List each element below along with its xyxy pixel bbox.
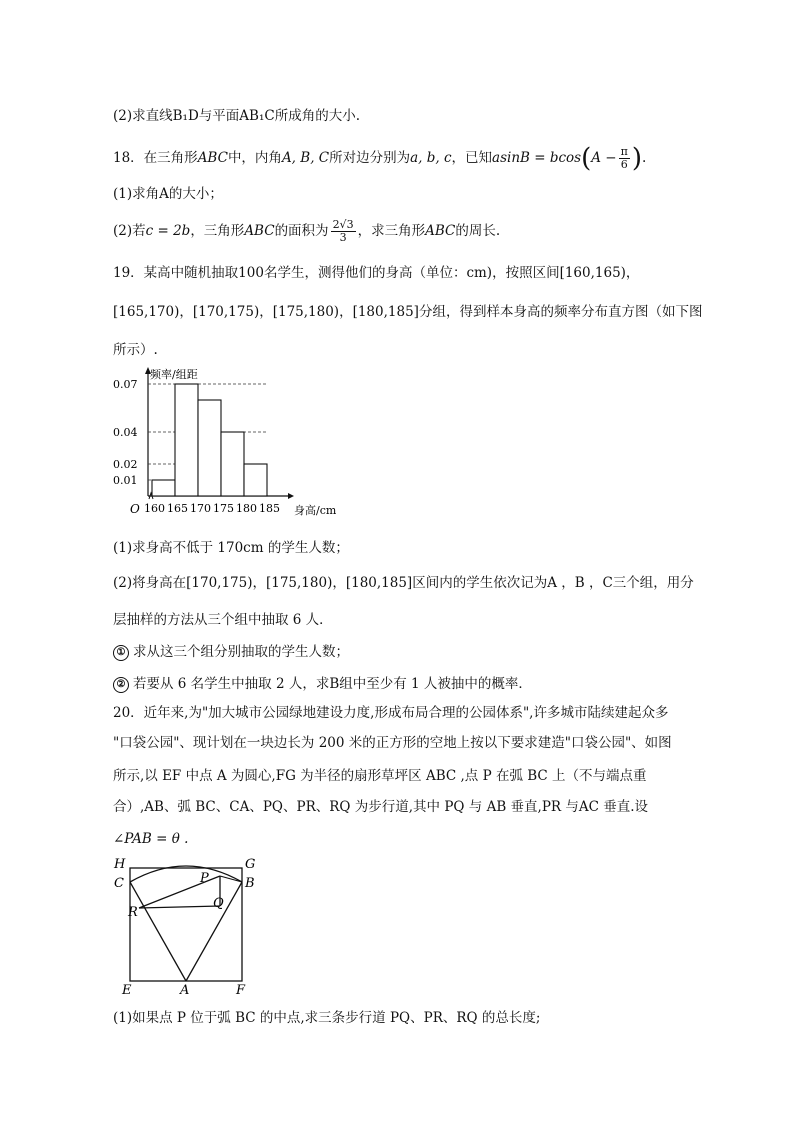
x-tick-label: 170 (190, 502, 211, 515)
q20-line5: ∠PAB = θ . (113, 831, 189, 847)
label-q: Q (213, 896, 224, 911)
x-axis-arrow (288, 493, 294, 499)
area-fraction: $\frac{2√3}{3}$ (332, 218, 354, 244)
segment-rq (139, 906, 220, 908)
y-tick-label: 0.07 (113, 378, 138, 391)
label-b: B (245, 876, 255, 891)
histogram-bar (244, 464, 267, 496)
histogram-chart (108, 364, 348, 524)
y-axis-label: 频率/组距 (150, 368, 198, 381)
origin-label: O (130, 502, 140, 516)
q18-part2: (2)若c = 2b，三角形ABC的面积为 $\frac{2√3}{3}$ ，求三角形ABC的周长. (113, 218, 501, 244)
q18-statement: 18．在三角形ABC中，内角A, B, C所对边分别为a, b, c，已知asinB = bcos(A − $\frac{\pi}{6}$ ). (113, 143, 647, 174)
q19-line2: [165,170)，[170,175)，[175,180)，[180,185]分组，得到样本身高的频率分布直方图（如下图 (113, 304, 703, 320)
y-tick-label: 0.02 (113, 458, 138, 471)
label-r: R (128, 905, 138, 920)
q19-line1: 19．某高中随机抽取100名学生，测得他们的身高（单位：cm)，按照区间[160,165)， (113, 265, 640, 281)
histogram-bar (175, 384, 198, 496)
label-e: E (122, 983, 132, 996)
x-tick-label: 185 (259, 502, 280, 515)
label-p: P (200, 871, 209, 886)
x-tick-label: 160 (144, 502, 165, 515)
x-tick-label: 175 (213, 502, 234, 515)
label-c: C (114, 876, 124, 891)
q20-line4: 合）,AB、弧 BC、CA、PQ、PR、RQ 为步行道,其中 PQ 与 AB 垂直,PR 与AC 垂直.设 (113, 799, 649, 815)
q19-part1: (1)求身高不低于 170cm 的学生人数； (113, 540, 349, 556)
q19-part2b: 层抽样的方法从三个组中抽取 6 人． (113, 612, 333, 628)
label-a: A (180, 983, 190, 996)
q19-part2a: (2)将身高在[170,175)，[175,180)，[180,185]区间内的学生依次记为A ，B ，C三个组，用分 (113, 575, 694, 591)
x-axis-label: 身高/cm (294, 504, 337, 517)
q20-line2: "口袋公园"、现计划在一块边长为 200 米的正方形的空地上按以下要求建造"口袋公园"、如图 (113, 735, 672, 751)
q20-line3: 所示,以 EF 中点 A 为圆心,FG 为半径的扇形草坪区 ABC ,点 P 在弧 BC 上（不与端点重 (113, 768, 647, 784)
label-g: G (245, 857, 256, 872)
park-geometry-figure (112, 854, 262, 996)
circled-one-marker: ① (113, 645, 129, 661)
circled-two-marker: ② (113, 677, 129, 693)
q17-part2: (2)求直线B₁D与平面AB₁C所成角的大小. (113, 108, 360, 124)
histogram-bar (152, 480, 175, 496)
segment-ac (130, 882, 186, 981)
y-tick-label: 0.01 (113, 474, 138, 487)
y-tick-label: 0.04 (113, 426, 138, 439)
label-h: H (114, 857, 126, 872)
label-f: F (236, 983, 246, 996)
x-tick-label: 180 (236, 502, 257, 515)
histogram-bar (221, 432, 244, 496)
histogram-bar (198, 400, 221, 496)
q19-line3: 所示）. (113, 342, 158, 358)
pi-over-6-fraction: $\frac{\pi}{6}$ (620, 145, 628, 171)
q19-sub1: ① 求从这三个组分别抽取的学生人数； (113, 642, 349, 662)
q20-line1: 20．近年来,为"加大城市公园绿地建设力度,形成布局合理的公园体系",许多城市陆续建起众多 (113, 705, 669, 721)
q20-part1: (1)如果点 P 位于弧 BC 的中点,求三条步行道 PQ、PR、RQ 的总长度; (113, 1010, 541, 1026)
square-boundary (130, 868, 242, 981)
q18-part1: (1)求角A的大小； (113, 186, 223, 202)
x-tick-label: 165 (167, 502, 188, 515)
q19-sub2: ② 若要从 6 名学生中抽取 2 人，求B组中至少有 1 人被抽中的概率． (113, 674, 532, 694)
